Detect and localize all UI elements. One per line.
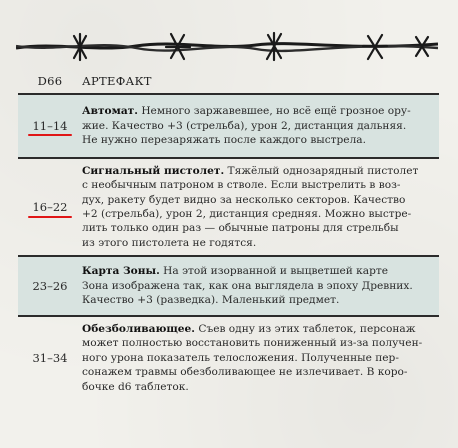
description-cell: [82, 158, 439, 256]
description-cell: [82, 256, 439, 316]
roll-value: 11–14: [32, 118, 68, 133]
header-artifact: АРТЕФАКТ: [82, 74, 152, 88]
desc-line: с необычным патроном в стволе. Если выстрелить в воз-: [82, 179, 401, 192]
table-row: [18, 158, 439, 256]
desc-line: дух, ракету будет видно за несколько секторов. Качество: [82, 193, 406, 206]
desc-line: жие. Качество +3 (стрельба), урон 2, дистанция дальняя.: [82, 119, 407, 132]
desc-line: Зона изображена так, как она выглядела в эпоху Древних.: [82, 279, 413, 292]
barbed-wire-decoration: [16, 28, 438, 64]
desc-line: Тяжёлый однозарядный пистолет: [224, 164, 419, 177]
table-header: [18, 70, 438, 92]
artifact-name: Карта Зоны.: [82, 265, 160, 278]
desc-line: На этой изорванной и выцветшей карте: [159, 265, 389, 278]
description-cell: [82, 94, 439, 158]
desc-line: Качество +3 (разведка). Маленький предмет.: [82, 294, 340, 307]
header-roll: D66: [37, 74, 63, 88]
desc-line: ного урона показатель телосложения. Полученные пер-: [82, 351, 399, 364]
description-cell: [82, 316, 439, 399]
table-row: [18, 316, 439, 399]
roll-value: 16–22: [32, 199, 68, 214]
artifact-name: Сигнальный пистолет.: [82, 164, 225, 177]
roll-cell: [18, 158, 82, 256]
desc-line: может полностью восстановить пониженный из-за получен-: [82, 337, 423, 350]
table-row: [18, 94, 439, 158]
roll-cell: [18, 316, 82, 399]
roll-value: 31–34: [32, 350, 68, 365]
artifact-table: [18, 93, 439, 399]
red-underline-mark: [28, 134, 72, 136]
desc-line: бочке d6 таблеток.: [82, 380, 189, 393]
roll-cell: [18, 94, 82, 158]
desc-line: Немного заржавевшее, но всё ещё грозное ору-: [137, 105, 411, 118]
roll-value: 23–26: [32, 278, 68, 293]
desc-line: +2 (стрельба), урон 2, дистанция средняя. Можно выстре-: [82, 208, 412, 220]
artifact-name: Автомат.: [82, 105, 138, 118]
table-row: [18, 256, 439, 316]
desc-line: Съев одну из этих таблеток, персонаж: [194, 322, 416, 335]
red-underline-mark: [28, 216, 72, 218]
desc-line: Не нужно перезаряжать после каждого выстрела.: [82, 134, 366, 147]
desc-line: сонажем травмы обезболивающее не излечивает. В коро-: [82, 366, 408, 379]
desc-line: лить только один раз — обычные патроны для стрельбы: [82, 222, 399, 235]
desc-line: из этого пистолета не годятся.: [82, 236, 257, 249]
artifact-name: Обезболивающее.: [82, 322, 195, 335]
roll-cell: [18, 256, 82, 316]
